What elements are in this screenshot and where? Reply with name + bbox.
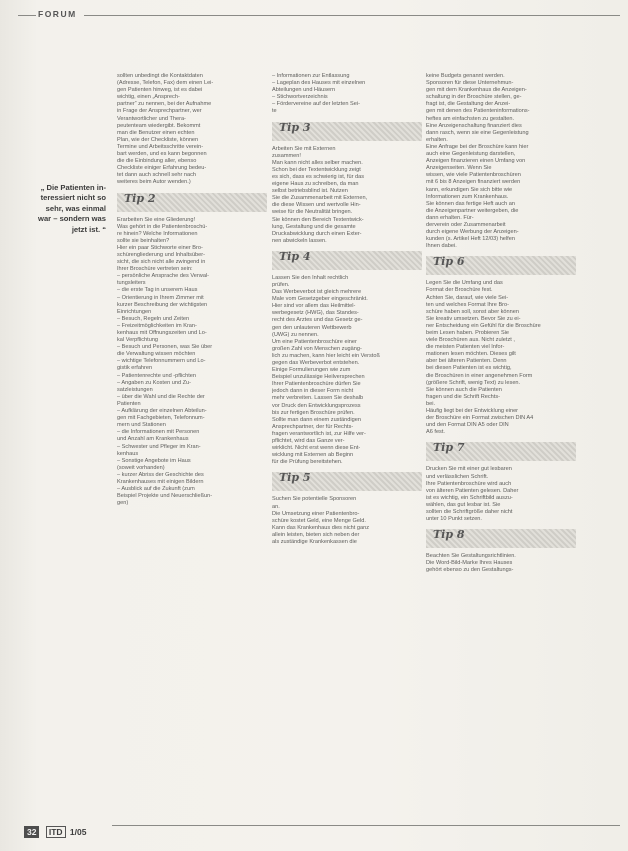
body-text-line: der Broschüre ein Format zwischen DIN A4	[426, 415, 534, 422]
body-text-line: – Stichwortverzeichnis	[272, 94, 328, 101]
body-text-line: mehr verbreiten. Lassen Sie deshalb	[272, 395, 364, 402]
body-text-line: – Orientierung in Ihrem Zimmer mit	[117, 294, 204, 301]
body-text-line: die die Einbindung aller, ebenso	[117, 158, 197, 165]
body-text-line: schüre haben soll, sonst aber können	[426, 308, 519, 315]
body-text-line: – Patientenrechte und -pflichten	[117, 372, 196, 379]
tip-heading-label: Tip 2	[124, 191, 156, 205]
body-text-line: kurzer Beschreibung der wichtigsten	[117, 301, 208, 308]
body-text-line: fragen und die Schrift Rechts-	[426, 393, 500, 400]
body-text-line: Plan, wie der Checkliste, können	[117, 136, 199, 143]
body-text-line: Format der Broschüre fest.	[426, 287, 493, 294]
body-text-line: viele Broschüren aus. Nicht zuletzt ,	[426, 337, 515, 344]
body-text-line: die Anzeigenpartner weitergeben, die	[426, 207, 519, 214]
body-text-line: ist es wichtig, ein Schriftbild auszu-	[426, 494, 513, 501]
tip-heading	[272, 472, 422, 491]
body-text-line: schüre kostet Geld, eine Menge Geld.	[272, 517, 366, 524]
body-text-line: Arbeiten Sie mit Externen	[272, 145, 336, 152]
body-text-line: sollten unbedingt die Kontaktdaten	[117, 73, 203, 79]
body-text-line: die Broschüren in einer angenehmen Form	[426, 372, 533, 379]
body-text-line: Drucken Sie mit einer gut lesbaren	[426, 466, 512, 473]
pull-quote-line: sehr, was einmal	[45, 203, 106, 213]
body-text-line: aber bei älteren Patienten. Denn	[426, 358, 507, 365]
body-text-line: te	[272, 108, 277, 115]
body-text-line: weiteres beim Autor wenden.)	[117, 179, 191, 186]
body-text-line: gehört ebenso zu den Gestaltungs-	[426, 567, 514, 574]
body-text-line: Anzeigen finanzieren einen Umfang von	[426, 158, 526, 165]
body-text-line: Sollte man dann einem zuständigen	[272, 416, 361, 423]
pull-quote	[16, 183, 106, 235]
body-text-line: (Adresse, Telefon, Fax) dem einen Lei-	[117, 80, 214, 87]
body-text-line: Ihnen dabei.	[426, 243, 457, 250]
body-text-line: Beispiel Projekte und Neuerschließun-	[117, 493, 213, 500]
body-text-line: man die Benutzer einen echten	[117, 129, 195, 136]
body-text-line: Schon bei der Textentwicklung zeigt	[272, 166, 361, 173]
tip-heading-label: Tip 4	[279, 249, 311, 263]
footer-rule	[112, 825, 620, 826]
body-text-line: – Sonstige Angebote im Haus	[117, 457, 191, 464]
pull-quote-line: teressiert nicht so	[40, 193, 106, 203]
body-text-line: Achten Sie, darauf, wie viele Sei-	[426, 294, 509, 301]
body-text-line: – über die Wahl und die Rechte der	[117, 393, 205, 400]
body-text-line: Patienten	[117, 400, 141, 407]
magazine-logo: ITD	[46, 826, 66, 838]
tip-heading-label: Tip 5	[279, 471, 311, 485]
body-text-line: gen mit denen des Patienteninformations-	[426, 108, 530, 115]
body-text-line: – Lageplan des Hauses mit einzelnen	[272, 80, 366, 87]
body-text-line: Legen Sie die Umfang und das	[426, 280, 503, 287]
body-text-line: es sich, dass es schwierig ist, für das	[272, 173, 365, 180]
body-text-line: wicklung mit Externen ab Beginn	[272, 452, 354, 459]
body-text-line: lung, Gestaltung und die gesamte	[272, 223, 356, 230]
body-text-line: allein leisten, bieten sich neben der	[272, 531, 360, 538]
body-text-line: Die Word-Bild-Marke Ihres Hauses	[426, 560, 513, 567]
body-text-line: Sie können auch die Patienten	[426, 386, 502, 393]
body-text-line: Eine Anfrage bei der Broschüre kann hier	[426, 143, 529, 150]
body-text-line: gen Patienten hinweg, ist es dabei	[117, 87, 203, 94]
body-text-line: – wichtige Telefonnummern und Lo-	[117, 358, 206, 365]
header-rule-left	[18, 15, 36, 16]
body-text-line: Einrichtungen	[117, 308, 152, 315]
body-text-line: gegen das Werbeverbot entstehen.	[272, 360, 360, 366]
body-text-line: gistik erfahren	[117, 365, 153, 372]
body-text-line: Krankenhauses mit einigen Bildern	[117, 478, 204, 485]
body-text-line: für die Prüfung bereitstehen.	[272, 459, 343, 466]
body-text-line: Was gehört in die Patientenbroschü-	[117, 223, 208, 230]
body-text-line: Sie die Zusammenarbeit mit Externen,	[272, 195, 368, 202]
body-text-line: – Angaben zu Kosten und Zu-	[117, 379, 192, 386]
body-text-line: und Anzahl am Krankenhaus	[117, 436, 189, 443]
body-text-line: – Fördervereine auf der letzten Sei-	[272, 101, 360, 108]
body-text-line: – kurzer Abriss der Geschichte des	[117, 471, 204, 478]
body-text-line: Lassen Sie den Inhalt rechtlich	[272, 274, 349, 281]
body-text-line: mern und Stationen	[117, 422, 166, 429]
body-text-line: recht des Arztes und das Gesetz ge-	[272, 317, 363, 324]
body-text-line: (UWG) zu nennen.	[272, 331, 319, 338]
body-text-line: Sie kreativ umsetzen. Bevor Sie zu ei-	[426, 315, 521, 322]
body-text-line: satzleistungen	[117, 386, 153, 393]
body-text-line: heftes am einfachsten zu gestalten.	[426, 115, 515, 122]
body-text-line: – Freizeitmöglichkeiten im Kran-	[117, 322, 197, 329]
body-text-line: fragen verantwortlich ist, zur Hilfe ver-	[272, 430, 366, 437]
body-text-line: schaltung in der Broschüre stellen, ge-	[426, 94, 522, 101]
body-text-line: Ihrer Broschüre vertreten sein:	[117, 266, 193, 273]
body-text-line: Suchen Sie potentielle Sponsoren	[272, 496, 357, 503]
body-text-line: gen den unlauteren Wettbewerb	[272, 324, 352, 331]
body-text-line: – die erste Tag in unserem Haus	[117, 287, 198, 294]
body-text-line: re hinein? Welche Informationen	[117, 230, 198, 237]
body-text-line: von älteren Patienten gelesen. Daher	[426, 487, 519, 494]
body-text-line: peutenteam wiedergibt. Bekommt	[117, 122, 201, 129]
body-text-line: lich zu machen, kann hier leicht ein Verstoß	[272, 352, 380, 359]
article-column-2	[272, 73, 422, 546]
body-text-line: und den Format DIN A5 oder DIN	[426, 422, 509, 429]
pull-quote-line: jetzt ist. “	[71, 224, 106, 234]
body-text-line: – persönliche Ansprache des Verwal-	[117, 273, 210, 280]
page-footer	[24, 826, 86, 838]
body-text-line: an.	[272, 503, 280, 510]
body-text-line: durch eigene Werbung der Anzeigen-	[426, 229, 519, 236]
body-text-line: mationen lesen möchten. Dieses gilt	[426, 351, 516, 358]
body-text-line: sollten die Schriftgröße daher nicht	[426, 508, 513, 515]
body-text-line: großen Zahl von Menschen zugäng-	[272, 345, 362, 352]
body-text-line: ner Entscheidung ein Gefühl für die Broschüre	[426, 322, 541, 329]
body-text-line: mit 6 bis 8 Anzeigen finanziert werden	[426, 179, 521, 186]
body-text-line: – Besuch und Personen, was Sie über	[117, 344, 213, 351]
body-text-line: – Ausblick auf die Zukunft (zum	[117, 486, 195, 493]
body-text-line: Abteilungen und Häusern	[272, 87, 336, 94]
body-text-line: kunden (s. Artikel Heft 12/03) helfen	[426, 236, 515, 243]
body-text-line: Kann das Krankenhaus dies nicht ganz	[272, 524, 370, 531]
body-text-line: vor Druck den Entwicklungsprozess	[272, 402, 361, 409]
body-text-line: erhalten.	[426, 136, 448, 143]
issue-label: 1/05	[69, 827, 87, 837]
body-text-line: prüfen.	[272, 281, 290, 288]
article-column-3	[426, 73, 576, 574]
body-text-line: keine Budgets genannt werden.	[426, 73, 505, 79]
body-text-line: kal Verpflichtung	[117, 337, 159, 344]
body-text-line: dann erhalten. Für-	[426, 214, 474, 221]
body-text-line: Man kann nicht alles selber machen.	[272, 159, 363, 166]
body-text-line: (soweit vorhanden)	[117, 464, 165, 471]
body-text-line: pflichtet, wird das Ganze ver-	[272, 438, 345, 445]
body-text-line: Eine Anzeigenschaltung finanziert dies	[426, 122, 522, 129]
body-text-line: gen)	[117, 500, 129, 507]
body-text-line: Termine und Arbeitsschritte verein-	[117, 143, 204, 150]
page-number: 32	[24, 826, 39, 838]
body-text-line: Beachten Sie Gestaltungsrichtlinien.	[426, 553, 516, 560]
tip-heading	[272, 122, 422, 141]
body-text-line: gen mit Fachgebieten, Telefonnum-	[117, 415, 205, 422]
body-text-line: schürengliederung und Inhaltsüber-	[117, 251, 206, 258]
body-text-line: wissen, wie viele Patientenbroschüren	[426, 172, 521, 179]
body-text-line: Male vom Gesetzgeber eingeschränkt.	[272, 296, 368, 303]
body-text-line: – Informationen zur Entlassung	[272, 73, 350, 79]
body-text-line: Einige Formulierungen wie zum	[272, 367, 351, 374]
body-text-line: Ihre Patientenbroschüre wird auch	[426, 480, 512, 487]
body-text-line: unter 10 Punkt setzen.	[426, 516, 482, 523]
body-text-line: bei.	[426, 400, 436, 407]
section-label: FORUM	[38, 9, 77, 19]
body-text-line: kenhaus mit Öffnungszeiten und Lo-	[117, 330, 207, 336]
body-text-line: A6 fest.	[426, 429, 445, 436]
body-text-line: Die Umsetzung einer Patientenbro-	[272, 510, 360, 517]
body-text-line: wählen, das gut lesbar ist. Sie	[426, 501, 501, 508]
body-text-line: in Frage der Ansprechpartner, wer	[117, 108, 202, 115]
body-text-line: Hier sind vor allem das Heilmittel-	[272, 303, 356, 310]
tip-heading-label: Tip 8	[433, 528, 465, 542]
body-text-line: zusammen!	[272, 152, 301, 159]
body-text-line: Anzeigenseiten. Wenn Sie	[426, 165, 492, 172]
body-text-line: kann, erkundigen Sie sich bitte wie	[426, 186, 513, 193]
body-text-line: die diese Wissen und wertvolle Hin-	[272, 202, 361, 209]
body-text-line: kenhaus	[117, 450, 139, 457]
body-text-line: Ansprechpartner, der für Rechts-	[272, 423, 354, 430]
body-text-line: Sie können den Bereich Textentwick-	[272, 216, 364, 223]
body-text-line: Verantwortlicher und Thera-	[117, 115, 186, 122]
pull-quote-line: „ Die Patienten in-	[40, 183, 106, 192]
body-text-line: Erarbeiten Sie eine Gliederung!	[117, 216, 196, 223]
body-text-line: die meisten Patienten viel Infor-	[426, 344, 505, 351]
body-text-line: – Aufklärung der einzelnen Abteilun-	[117, 408, 207, 415]
body-text-line: partner“ zu nennen, bei der Aufnahme	[117, 101, 212, 108]
header-rule	[84, 15, 620, 16]
body-text-line: derverein oder Zusammenarbeit	[426, 221, 506, 228]
body-text-line: weise für die Neutralität bringen.	[272, 209, 353, 216]
tip-heading-label: Tip 3	[279, 120, 311, 134]
body-text-line: Ihrer Patientenbroschüre dürfen Sie	[272, 381, 361, 388]
body-text-line: Häufig liegt bei der Entwicklung einer	[426, 408, 519, 415]
body-text-line: sollte sie beinhalten?	[117, 237, 170, 244]
body-text-line: fragt ist, die Gestaltung der Anzei-	[426, 101, 511, 108]
body-text-line: sicht, die sich nicht alle zwingend in	[117, 259, 206, 266]
body-text-line: tet dann auch schnell sehr nach	[117, 172, 196, 179]
body-text-line: und verlässlichen Schrift.	[426, 473, 489, 480]
body-text-line: – Schwester und Pfleger im Kran-	[117, 443, 201, 450]
body-text-line: Um eine Patientenbroschüre einer	[272, 338, 357, 345]
body-text-line: Informationen zum Krankenhaus.	[426, 193, 509, 200]
body-text-line: nen abwickeln lassen.	[272, 237, 327, 244]
article-column-1	[117, 73, 267, 507]
tip-heading	[117, 193, 267, 212]
body-text-line: bei diesen Patienten ist es wichtig,	[426, 365, 512, 372]
tip-heading-label: Tip 6	[433, 255, 465, 269]
body-text-line: auch eine Gegenleistung darstellen,	[426, 151, 516, 158]
body-text-line: – Besuch, Regeln und Zeiten	[117, 315, 190, 322]
body-text-line: dann rasch, wenn sie eine Gegenleistung	[426, 129, 529, 136]
body-text-line: Druckabwicklung durch einen Exter-	[272, 230, 362, 237]
body-text-line: Beispiel unzulässige Heilversprechen	[272, 374, 365, 381]
body-text-line: gen mit dem Krankenhaus die Anzeigen-	[426, 87, 527, 94]
tip-heading	[426, 529, 576, 548]
body-text-line: Checkliste einiger Erfahrung bedeu-	[117, 165, 207, 172]
body-text-line: Hier ein paar Stichworte einer Bro-	[117, 244, 203, 251]
tip-heading	[272, 251, 422, 270]
body-text-line: eigene Haus zu schreiben, da man	[272, 181, 359, 188]
tip-heading-label: Tip 7	[433, 441, 465, 455]
pull-quote-line: war – sondern was	[38, 214, 106, 224]
body-text-line: selbst betriebsblind ist. Nutzen	[272, 188, 348, 195]
body-text-line: tungsleiters	[117, 280, 146, 287]
body-text-line: als zuständige Krankenkassen die	[272, 538, 357, 545]
body-text-line: Sie können das fertige Heft auch an	[426, 200, 515, 207]
tip-heading	[426, 256, 576, 275]
body-text-line: Das Werbeverbot ist gleich mehrere	[272, 289, 362, 296]
body-text-line: ten und welches Format Ihre Bro-	[426, 301, 510, 308]
body-text-line: Sponsoren für diese Unternehmun-	[426, 80, 514, 87]
body-text-line: die Verwaltung wissen möchten	[117, 351, 196, 358]
body-text-line: bart werden, und es kann begonnen	[117, 151, 207, 158]
body-text-line: – die Informationen mit Personen	[117, 429, 200, 436]
body-text-line: beim Lesen haben. Probieren Sie	[426, 330, 510, 336]
body-text-line: werbegesetz (HWG), das Standes-	[272, 310, 359, 317]
body-text-line: bis zur fertigen Broschüre prüfen.	[272, 409, 355, 416]
body-text-line: (größere Schrift, wenig Text) zu lesen.	[426, 379, 521, 386]
body-text-line: wirklicht. Nicht erst wenn diese Ent-	[272, 445, 361, 452]
tip-heading	[426, 442, 576, 461]
body-text-line: jedoch dann in dieser Form nicht	[272, 388, 354, 395]
body-text-line: wichtig, einen „Ansprech-	[117, 94, 180, 101]
